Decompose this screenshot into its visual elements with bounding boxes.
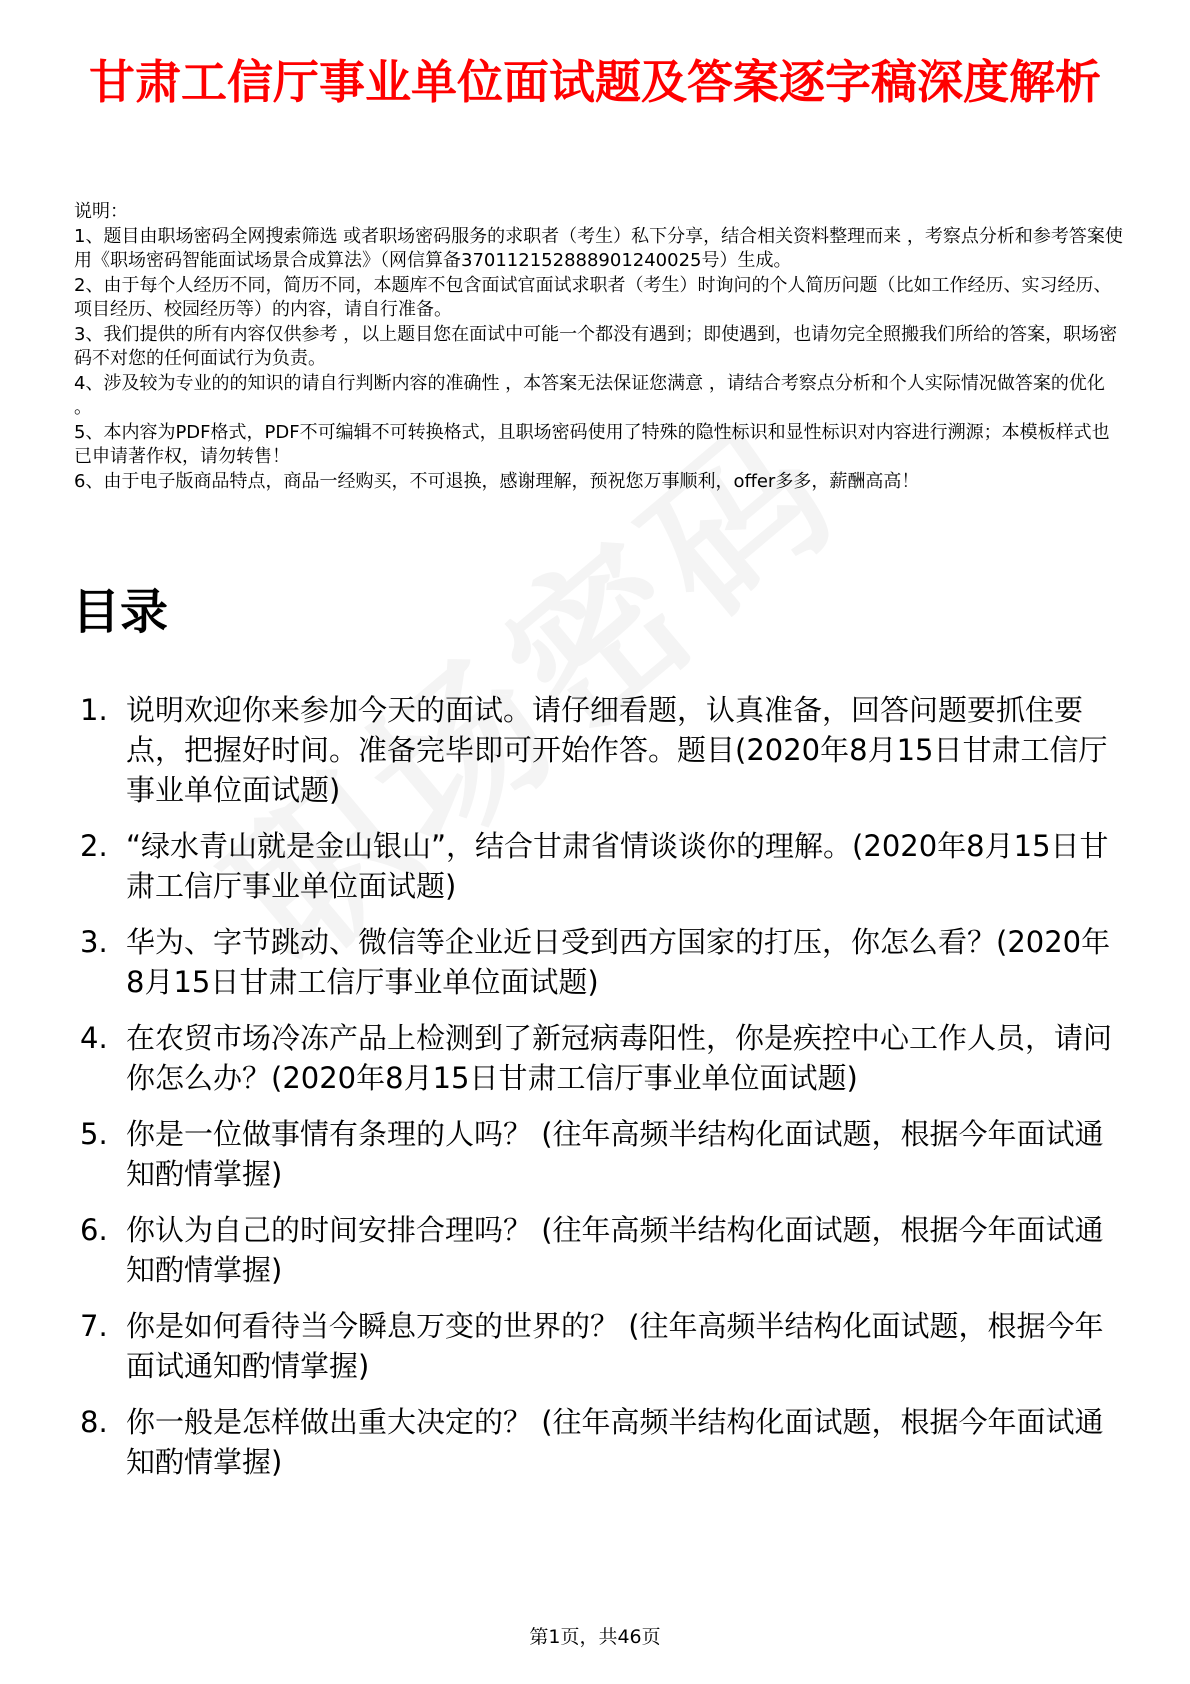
toc-item-text: 说明欢迎你来参加今天的面试。请仔细看题，认真准备，回答问题要抓住要点，把握好时间。准备完毕即可开始作答。题目(2020年8月15日甘肃工信厅事业单位面试题) [126,693,1108,807]
page-footer: 第1页，共46页 [529,1626,661,1648]
toc-item-1[interactable] [80,690,1120,810]
toc-item-number: 7. [80,1309,108,1343]
notes-heading: 说明： [74,201,128,222]
toc-item-number: 2. [80,829,108,863]
note-item-1: 1、题目由职场密码全网搜索筛选 或者职场密码服务的求职者（考生）私下分享，结合相关资料整理而来 ，考察点分析和参考答案使用《职场密码智能面试场景合成算法》（网信算备370112152888901240025号）生成。 [74,225,1123,271]
toc-item-6[interactable] [80,1210,1120,1290]
toc-item-5[interactable] [80,1114,1120,1194]
document-title: 甘肃工信厅事业单位面试题及答案逐字稿深度解析 [89,55,1101,109]
notes-section [74,200,1124,494]
note-item-3: 3、我们提供的所有内容仅供参考 ，以上题目您在面试中可能一个都没有遇到；即使遇到，也请勿完全照搬我们所给的答案，职场密码不对您的任何面试行为负责。 [74,323,1118,369]
toc-heading: 目录 [72,584,169,640]
toc-item-text: 你认为自己的时间安排合理吗？ (往年高频半结构化面试题，根据今年面试通知酌情掌握) [126,1213,1104,1287]
toc-item-number: 6. [80,1213,108,1247]
toc-item-number: 3. [80,925,108,959]
note-item-4: 4、涉及较为专业的的知识的请自行判断内容的准确性 ，本答案无法保证您满意 ，请结合考察点分析和个人实际情况做答案的优化 。 [74,372,1105,418]
toc-item-text: 华为、字节跳动、微信等企业近日受到西方国家的打压，你怎么看？(2020年8月15日甘肃工信厅事业单位面试题) [126,925,1111,999]
note-item-2: 2、由于每个人经历不同，简历不同，本题库不包含面试官面试求职者（考生）时询问的个人简历问题（比如工作经历、实习经历、项目经历、校园经历等）的内容，请自行准备。 [74,274,1112,320]
toc-item-text: 在农贸市场冷冻产品上检测到了新冠病毒阳性，你是疾控中心工作人员，请问你怎么办？(2020年8月15日甘肃工信厅事业单位面试题) [126,1021,1113,1095]
toc-item-3[interactable] [80,922,1120,1002]
toc-item-text: “绿水青山就是金山银山”，结合甘肃省情谈谈你的理解。(2020年8月15日甘肃工信厅事业单位面试题) [126,829,1109,903]
toc-item-number: 4. [80,1021,108,1055]
toc-item-text: 你是一位做事情有条理的人吗？ (往年高频半结构化面试题，根据今年面试通知酌情掌握) [126,1117,1104,1191]
toc-item-8[interactable] [80,1402,1120,1482]
toc-item-2[interactable] [80,826,1120,906]
toc-item-4[interactable] [80,1018,1120,1098]
toc-item-number: 1. [80,693,108,727]
note-item-6: 6、由于电子版商品特点，商品一经购买，不可退换，感谢理解，预祝您万事顺利，offer多多，薪酬高高！ [74,470,920,492]
toc-item-number: 8. [80,1405,108,1439]
table-of-contents [80,690,1120,1498]
note-item-5: 5、本内容为PDF格式，PDF不可编辑不可转换格式，且职场密码使用了特殊的隐性标识和显性标识对内容进行溯源；本模板样式也已申请著作权，请勿转售！ [74,421,1110,467]
toc-item-7[interactable] [80,1306,1120,1386]
toc-item-number: 5. [80,1117,108,1151]
toc-item-text: 你一般是怎样做出重大决定的？ (往年高频半结构化面试题，根据今年面试通知酌情掌握) [126,1405,1104,1479]
toc-item-text: 你是如何看待当今瞬息万变的世界的？ (往年高频半结构化面试题，根据今年面试通知酌情掌握) [126,1309,1104,1383]
